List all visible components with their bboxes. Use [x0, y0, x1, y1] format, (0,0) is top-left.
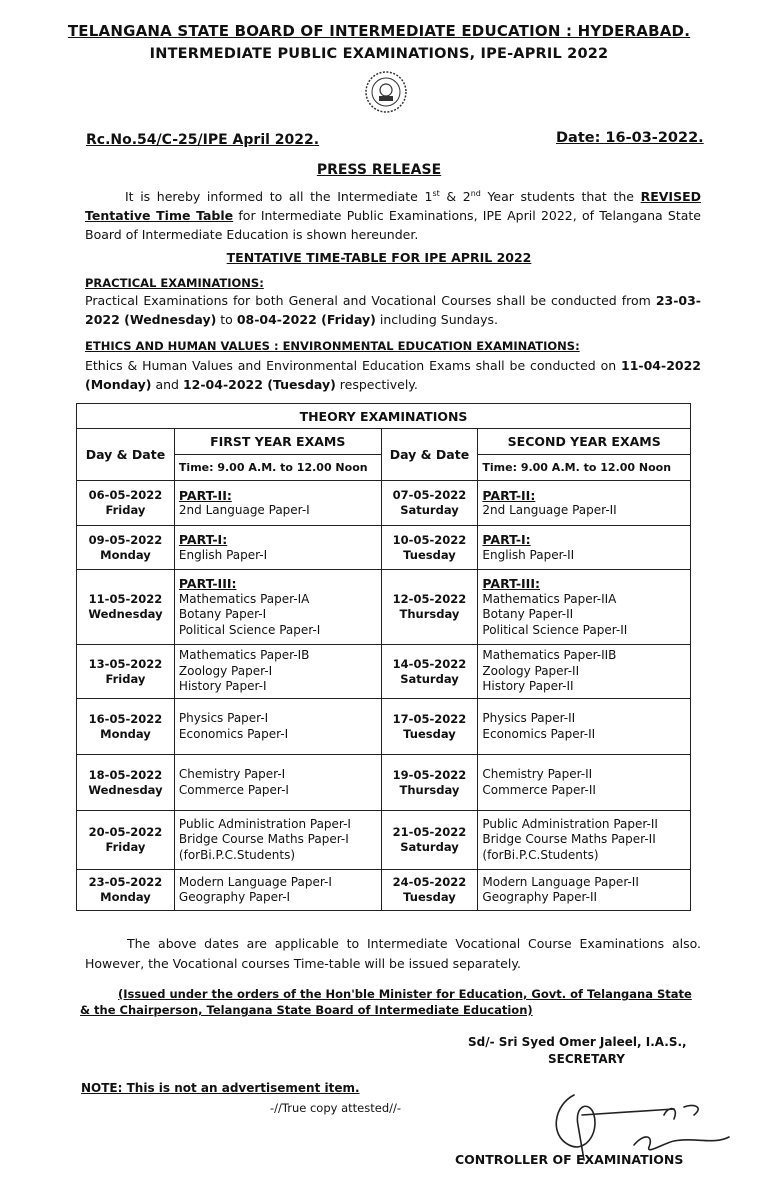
exam-weekday: Tuesday [403, 726, 456, 741]
second-year-date-cell [381, 699, 478, 755]
second-year-date-cell [381, 755, 478, 811]
second-year-subject-cell [478, 645, 691, 699]
exam-weekday: Tuesday [403, 890, 456, 904]
exam-date: 24-05-2022 [392, 875, 467, 889]
subject-paper: Commerce Paper-I [178, 782, 289, 797]
table-row [77, 526, 691, 570]
first-year-date-cell [77, 526, 175, 570]
exam-weekday: Tuesday [403, 547, 456, 562]
first-year-date-cell [77, 811, 175, 870]
subject-paper: Bridge Course Maths Paper-I [178, 832, 349, 847]
part-label: PART-II: [482, 487, 536, 503]
vocational-note: The above dates are applicable to Intermediate Vocational Course Examinations also. However, the Vocational courses Time-table will be issued separately. [85, 936, 701, 971]
subject-paper: (forBi.P.C.Students) [482, 847, 599, 862]
signatory: Sd/- Sri Syed Omer Jaleel, I.A.S., SECRETARY [468, 1035, 687, 1066]
part-label: PART-II: [178, 487, 232, 503]
first-year-date-cell [77, 481, 175, 526]
table-row [77, 699, 691, 755]
table-row [77, 870, 691, 911]
second-year-time: Time: 9.00 A.M. to 12.00 Noon [478, 455, 691, 481]
subject-paper: 2nd Language Paper-I [178, 503, 310, 517]
first-year-subject-cell [174, 811, 381, 870]
exam-weekday: Monday [100, 547, 151, 562]
first-year-date-cell [77, 755, 175, 811]
exam-weekday: Wednesday [88, 607, 163, 621]
subject-paper: English Paper-I [178, 547, 268, 562]
practical-text: Practical Examinations for both General and Vocational Courses shall be conducted from 23-03-2022 (Wednesday) to 08-04-2022 (Friday) including Sundays. [85, 293, 701, 327]
exam-date: 21-05-2022 [392, 825, 467, 839]
table-row [77, 570, 691, 645]
ethics-heading: ETHICS AND HUMAN VALUES : ENVIRONMENTAL EDUCATION EXAMINATIONS: [85, 339, 580, 353]
release-date: Date: 16-03-2022. [556, 130, 704, 146]
part-label: PART-I: [178, 532, 228, 547]
first-year-subject-cell [174, 755, 381, 811]
second-year-date-cell [381, 811, 478, 870]
subject-paper: Physics Paper-II [482, 711, 576, 725]
subject-paper: Modern Language Paper-I [178, 874, 332, 889]
second-year-subject-cell [478, 755, 691, 811]
issued-orders: (Issued under the orders of the Hon'ble Minister for Education, Govt. of Telangana State & the Chairperson, Telangana State Board of Intermediate Education) [80, 987, 692, 1017]
table-row [77, 481, 691, 526]
part-label: PART-III: [178, 576, 237, 591]
second-year-date-cell [381, 526, 478, 570]
exam-date: 23-05-2022 [88, 875, 163, 889]
subject-paper: Geography Paper-II [482, 890, 598, 904]
revised-time-table: REVISED Tentative Time Table [85, 189, 702, 224]
true-copy-attested: -//True copy attested//- [270, 1101, 402, 1115]
second-year-subject-cell [478, 870, 691, 911]
subject-paper: Political Science Paper-II [482, 622, 628, 637]
part-label: PART-III: [482, 576, 540, 591]
subject-paper: English Paper-II [482, 547, 575, 562]
exam-date: 16-05-2022 [88, 711, 163, 726]
exam-weekday: Friday [105, 503, 146, 517]
subject-paper: Economics Paper-I [178, 726, 289, 741]
subject-paper: 2nd Language Paper-II [482, 503, 617, 517]
exam-weekday: Wednesday [88, 782, 163, 797]
second-year-header: SECOND YEAR EXAMS [478, 429, 691, 455]
exam-weekday: Monday [100, 726, 151, 741]
controller-of-examinations: CONTROLLER OF EXAMINATIONS [455, 1152, 684, 1167]
table-row [77, 645, 691, 699]
table-title: THEORY EXAMINATIONS [77, 404, 691, 429]
tentative-heading: TENTATIVE TIME-TABLE FOR IPE APRIL 2022 [226, 250, 532, 265]
subject-paper: History Paper-I [178, 679, 267, 694]
part-label: PART-I: [482, 532, 531, 547]
exam-date: 19-05-2022 [392, 767, 467, 782]
table-row [77, 811, 691, 870]
board-seal-icon [364, 70, 408, 114]
exam-date: 17-05-2022 [392, 711, 467, 726]
exam-date: 18-05-2022 [88, 767, 163, 782]
first-year-subject-cell [174, 645, 381, 699]
second-year-subject-cell [478, 481, 691, 526]
subject-paper: Mathematics Paper-IIA [482, 591, 617, 606]
first-year-date-cell [77, 699, 175, 755]
first-day-date-header: Day & Date [77, 429, 175, 481]
second-year-date-cell [381, 570, 478, 645]
exam-weekday: Monday [100, 890, 151, 904]
second-year-date-cell [381, 870, 478, 911]
second-year-date-cell [381, 645, 478, 699]
first-year-time: Time: 9.00 A.M. to 12.00 Noon [174, 455, 381, 481]
first-year-subject-cell [174, 481, 381, 526]
subject-paper: Botany Paper-II [482, 607, 574, 621]
subject-paper: History Paper-II [482, 679, 574, 694]
first-year-subject-cell [174, 699, 381, 755]
second-day-date-header: Day & Date [381, 429, 478, 481]
second-year-subject-cell [478, 811, 691, 870]
subject-paper: Geography Paper-I [178, 890, 291, 904]
first-year-subject-cell [174, 870, 381, 911]
exam-weekday: Friday [105, 840, 146, 854]
exam-date: 09-05-2022 [88, 532, 163, 547]
reference-number: Rc.No.54/C-25/IPE April 2022. [86, 132, 320, 148]
exam-date: 10-05-2022 [392, 532, 467, 547]
subject-paper: Economics Paper-II [482, 726, 596, 741]
second-year-subject-cell [478, 570, 691, 645]
exam-date: 12-05-2022 [392, 592, 467, 606]
board-title: TELANGANA STATE BOARD OF INTERMEDIATE EDUCATION : HYDERABAD. [67, 22, 691, 40]
exam-weekday: Saturday [400, 671, 459, 686]
subject-paper: Chemistry Paper-I [178, 767, 286, 781]
first-year-subject-cell [174, 570, 381, 645]
exam-weekday: Saturday [400, 503, 459, 517]
subject-paper: Zoology Paper-II [482, 663, 580, 678]
exam-date: 13-05-2022 [88, 656, 163, 671]
intro-paragraph: It is hereby informed to all the Intermediate 1st & 2nd Year students that the REVISED Tentative Time Table for Intermediate Public Examinations, IPE April 2022, of Telangana State Board of Intermediate Education is shown hereunder. [85, 189, 702, 243]
subject-paper: Physics Paper-I [178, 711, 269, 725]
subject-paper: Public Administration Paper-I [178, 816, 351, 831]
subject-paper: Botany Paper-I [178, 607, 267, 621]
ethics-text: Ethics & Human Values and Environmental Education Exams shall be conducted on 11-04-2022 (Monday) and 12-04-2022 (Tuesday) respectively. [85, 358, 701, 392]
subject-paper: Political Science Paper-I [178, 622, 321, 637]
subject-paper: Public Administration Paper-II [482, 816, 658, 831]
first-year-header: FIRST YEAR EXAMS [174, 429, 381, 455]
subject-paper: Mathematics Paper-IIB [482, 648, 617, 663]
theory-timetable [76, 403, 691, 911]
exam-date: 11-05-2022 [88, 592, 163, 606]
press-release-heading: PRESS RELEASE [316, 162, 442, 178]
second-year-subject-cell [478, 699, 691, 755]
exam-date: 06-05-2022 [88, 488, 163, 502]
table-row [77, 755, 691, 811]
second-year-date-cell [381, 481, 478, 526]
exam-date: 07-05-2022 [392, 488, 467, 502]
advertisement-note: NOTE: This is not an advertisement item. [81, 1081, 360, 1095]
exam-weekday: Thursday [399, 607, 460, 621]
exam-date: 14-05-2022 [392, 656, 467, 671]
subject-paper: Mathematics Paper-IA [178, 591, 310, 606]
exam-weekday: Friday [105, 671, 146, 686]
second-year-subject-cell [478, 526, 691, 570]
exam-title: INTERMEDIATE PUBLIC EXAMINATIONS, IPE-APRIL 2022 [149, 46, 609, 62]
practical-heading: PRACTICAL EXAMINATIONS: [85, 276, 264, 290]
subject-paper: Bridge Course Maths Paper-II [482, 832, 656, 847]
subject-paper: (forBi.P.C.Students) [178, 847, 296, 862]
exam-date: 20-05-2022 [88, 825, 163, 839]
subject-paper: Zoology Paper-I [178, 663, 273, 678]
first-year-date-cell [77, 645, 175, 699]
subject-paper: Chemistry Paper-II [482, 767, 593, 781]
subject-paper: Commerce Paper-II [482, 782, 596, 797]
subject-paper: Modern Language Paper-II [482, 874, 639, 889]
first-year-date-cell [77, 570, 175, 645]
exam-weekday: Thursday [399, 782, 460, 797]
first-year-subject-cell [174, 526, 381, 570]
first-year-date-cell [77, 870, 175, 911]
subject-paper: Mathematics Paper-IB [178, 648, 310, 663]
exam-weekday: Saturday [400, 840, 459, 854]
